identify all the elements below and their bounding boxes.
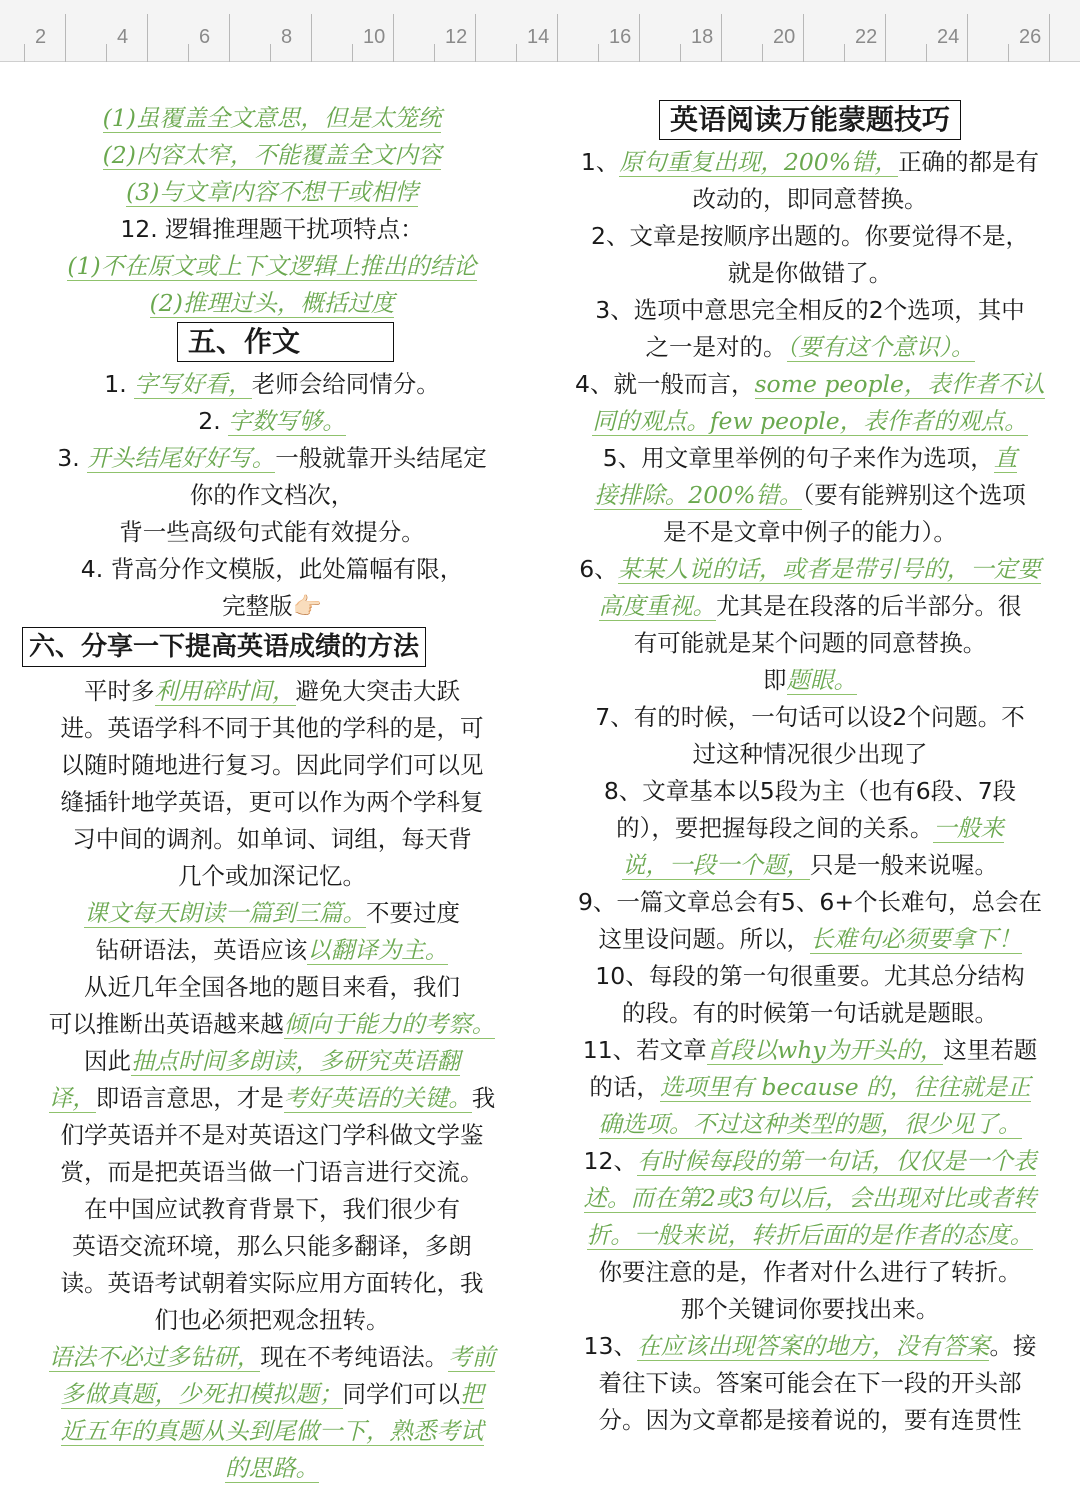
left-line (22, 440, 522, 477)
left-line (22, 784, 522, 821)
left-line (22, 821, 522, 858)
right-line (560, 144, 1060, 181)
text-span: 你要注意的是，作者对什么进行了转折。 (598, 1258, 1022, 1286)
right-line (560, 625, 1060, 662)
text-span: 长难句必须要拿下！ (810, 925, 1022, 953)
right-line (560, 1365, 1060, 1402)
text-span: （要有能辨别这个选项 (802, 481, 1026, 509)
text-span: 4、就一般而言， (575, 370, 755, 398)
text-span: 8、文章基本以5段为主（也有6段、7段 (603, 777, 1017, 805)
text-span: some people，表作者不认 (754, 370, 1045, 398)
left-line (22, 477, 522, 514)
ruler-number: 26 (1019, 26, 1042, 48)
text-span: 9、一篇文章总会有5、6+个长难句，总会在 (577, 888, 1043, 916)
text-span: 一般就靠开头结尾定 (275, 444, 487, 472)
text-span: 正确的都是有 (898, 148, 1040, 176)
right-line (560, 1328, 1060, 1365)
ruler-tick (598, 44, 599, 62)
text-span: 你的作文档次， (189, 481, 355, 509)
left-line (22, 211, 522, 248)
ruler-tick (926, 44, 927, 62)
text-span: 一般来 (933, 814, 1004, 842)
right-column (560, 100, 1060, 1439)
text-span: (1)虽覆盖全文意思，但是太笼统 (102, 104, 442, 132)
text-span: (1)不在原文或上下文逻辑上推出的结论 (67, 252, 477, 280)
right-line (560, 292, 1060, 329)
text-span: 平时多 (84, 677, 155, 705)
right-line (560, 662, 1060, 699)
ruler-tick (885, 14, 886, 62)
left-line (22, 932, 522, 969)
text-span: 是不是文章中例子的能力）。 (663, 518, 957, 546)
right-line (560, 810, 1060, 847)
right-line (560, 958, 1060, 995)
left-line (22, 969, 522, 1006)
text-span: (2)内容太窄，不能覆盖全文内容 (102, 141, 442, 169)
text-span: 五、作文 (177, 322, 394, 362)
ruler-tick (557, 14, 558, 62)
text-span: 折。一般来说，转折后面的是作者的态度。 (586, 1221, 1034, 1249)
ruler-tick (352, 44, 353, 62)
right-line (560, 1254, 1060, 1291)
right-line (560, 181, 1060, 218)
text-span: 钻研语法，英语应该 (95, 936, 308, 964)
ruler-tick (475, 14, 476, 62)
section-heading-5 (22, 322, 522, 366)
ruler-number: 18 (691, 26, 714, 48)
text-span: 字数写够。 (228, 407, 346, 435)
text-span: 可以推断出英语越来越 (48, 1010, 284, 1038)
right-line (560, 1032, 1060, 1069)
text-span: 近五年的真题从头到尾做一下，熟悉考试 (60, 1417, 484, 1445)
left-line (22, 747, 522, 784)
text-span: 题眼。 (786, 666, 857, 694)
text-span: 在应该出现答案的地方，没有答案 (636, 1332, 990, 1360)
text-span: 语法不必过多钻研， (48, 1343, 261, 1371)
text-span: 着往下读。答案可能会在下一段的开头部 (598, 1369, 1022, 1397)
text-span: 现在不考纯语法。 (260, 1343, 449, 1371)
right-line (560, 1180, 1060, 1217)
text-span: 同的观点。few people，表作者的观点。 (592, 407, 1028, 435)
text-span: 同学们可以 (342, 1380, 460, 1408)
ruler-tick (762, 44, 763, 62)
text-span: 以翻译为主。 (307, 936, 449, 964)
right-line (560, 884, 1060, 921)
text-span: 几个或加深记忆。 (178, 862, 366, 890)
text-span: 们也必须把观念扭转。 (154, 1306, 390, 1334)
left-line (22, 1117, 522, 1154)
ruler-number: 2 (35, 26, 47, 48)
text-span: 译， (48, 1084, 96, 1112)
left-line (22, 403, 522, 440)
text-span: 六、分享一下提高英语成绩的方法 (22, 627, 426, 667)
ruler-number: 24 (937, 26, 960, 48)
left-line (22, 1413, 522, 1450)
text-span: 选项里有 because 的，往往就是正 (659, 1073, 1031, 1101)
text-span: 直 (993, 444, 1018, 472)
left-line (22, 1376, 522, 1413)
text-span: 完整版👉🏻 (222, 592, 322, 620)
text-span: 过这种情况很少出现了 (692, 740, 928, 768)
ruler-tick (65, 14, 66, 62)
left-line (22, 895, 522, 932)
ruler-tick (147, 14, 148, 62)
text-span: 开头结尾好好写。 (87, 444, 276, 472)
text-span: 老师会给同情分。 (251, 370, 440, 398)
right-line (560, 736, 1060, 773)
right-line (560, 921, 1060, 958)
ruler-number: 4 (117, 26, 129, 48)
ruler-tick (106, 44, 107, 62)
right-line (560, 1402, 1060, 1439)
text-span: 从近几年全国各地的题目来看，我们 (84, 973, 460, 1001)
text-span: 2、文章是按顺序出题的。你要觉得不是， (591, 222, 1029, 250)
text-span: 因此 (84, 1047, 131, 1075)
ruler-tick (1049, 14, 1050, 62)
text-span: 的段。有的时候第一句话就是题眼。 (622, 999, 998, 1027)
left-line (22, 858, 522, 895)
text-span: 即语言意思，才是 (95, 1084, 284, 1112)
text-span: 就是你做错了。 (727, 259, 893, 287)
text-span: 不要过度 (366, 899, 460, 927)
text-span: 把 (460, 1380, 484, 1408)
left-line (22, 514, 522, 551)
text-span: 即 (763, 666, 787, 694)
right-title (560, 100, 1060, 144)
text-span: 这里若题 (943, 1036, 1038, 1064)
text-span: 高度重视。 (598, 592, 716, 620)
text-span: 的话， (589, 1073, 660, 1101)
text-span: 缝插针地学英语，更可以作为两个学科复 (60, 788, 484, 816)
left-line (22, 137, 522, 174)
ruler-tick (311, 14, 312, 62)
right-line (560, 1069, 1060, 1106)
text-span: （要有这个意识）。 (786, 333, 975, 361)
text-span: 分。因为文章都是接着说的，要有连贯性 (598, 1406, 1022, 1434)
text-span: 6、 (579, 555, 618, 583)
left-line (22, 588, 522, 625)
text-span: 7、有的时候，一句话可以设2个问题。不 (595, 703, 1025, 731)
ruler-tick (270, 44, 271, 62)
left-line (22, 1006, 522, 1043)
ruler (0, 0, 1080, 62)
ruler-number: 8 (281, 26, 293, 48)
text-span: 有时候每段的第一句话，仅仅是一个表 (636, 1147, 1037, 1175)
text-span: 进。英语学科不同于其他的学科的是，可 (60, 714, 484, 742)
ruler-tick (1008, 44, 1009, 62)
ruler-number: 10 (363, 26, 386, 48)
text-span: 习中间的调剂。如单词、词组，每天背 (72, 825, 472, 853)
left-line (22, 1043, 522, 1080)
right-line (560, 699, 1060, 736)
text-span: 接排除。200%错。 (594, 481, 803, 509)
right-line (560, 514, 1060, 551)
text-span: 12、 (583, 1147, 637, 1175)
text-span: (2)推理过头，概括过度 (149, 289, 395, 317)
text-span: 利用碎时间， (154, 677, 296, 705)
text-span: 尤其是在段落的后半部分。很 (716, 592, 1022, 620)
text-span: 英语阅读万能蒙题技巧 (659, 100, 961, 140)
right-line (560, 366, 1060, 403)
left-line (22, 1265, 522, 1302)
right-line (560, 477, 1060, 514)
left-line (22, 673, 522, 710)
right-line (560, 1217, 1060, 1254)
text-span: 我 (471, 1084, 496, 1112)
ruler-tick (844, 44, 845, 62)
left-line (22, 551, 522, 588)
right-line (560, 403, 1060, 440)
text-span: 述。而在第2或3句以后，会出现对比或者转 (583, 1184, 1037, 1212)
text-span: 只是一般来说喔。 (810, 851, 998, 879)
ruler-tick (721, 14, 722, 62)
text-span: 2. (198, 407, 229, 435)
ruler-tick (188, 44, 189, 62)
left-line (22, 1228, 522, 1265)
left-line (22, 1154, 522, 1191)
left-column (22, 100, 522, 1487)
text-span: 考前 (448, 1343, 496, 1371)
left-line (22, 285, 522, 322)
section-heading-6 (22, 627, 522, 673)
ruler-number: 14 (527, 26, 550, 48)
text-span: 那个关键词你要找出来。 (680, 1295, 940, 1323)
right-line (560, 329, 1060, 366)
text-span: 之一是对的。 (645, 333, 787, 361)
ruler-number: 16 (609, 26, 632, 48)
left-line (22, 248, 522, 285)
text-span: 这里设问题。所以， (598, 925, 810, 953)
right-line (560, 1106, 1060, 1143)
text-span: 1. (104, 370, 135, 398)
ruler-tick (393, 14, 394, 62)
text-span: 13、 (583, 1332, 637, 1360)
right-line (560, 847, 1060, 884)
text-span: 多做真题，少死扣模拟题； (60, 1380, 343, 1408)
text-span: 字写好看， (134, 370, 252, 398)
text-span: 赏，而是把英语当做一门语言进行交流。 (60, 1158, 484, 1186)
right-line (560, 440, 1060, 477)
right-line (560, 551, 1060, 588)
left-line (22, 1450, 522, 1487)
left-line (22, 1302, 522, 1339)
ruler-tick (803, 14, 804, 62)
text-span: 的），要把握每段之间的关系。 (616, 814, 934, 842)
text-span: 抽点时间多朗读，多研究英语翻 (131, 1047, 460, 1075)
text-span: 们学英语并不是对英语这门学科做文学鉴 (60, 1121, 484, 1149)
text-span: 背一些高级句式能有效提分。 (119, 518, 425, 546)
text-span: 5、用文章里举例的句子来作为选项， (602, 444, 994, 472)
left-line (22, 1339, 522, 1376)
right-line (560, 995, 1060, 1032)
ruler-number: 12 (445, 26, 468, 48)
ruler-tick (24, 44, 25, 62)
ruler-number: 20 (773, 26, 796, 48)
ruler-number: 6 (199, 26, 211, 48)
text-span: 读。英语考试朝着实际应用方面转化，我 (60, 1269, 484, 1297)
text-span: 3、选项中意思完全相反的2个选项，其中 (595, 296, 1025, 324)
text-span: 10、每段的第一句很重要。尤其总分结构 (595, 962, 1025, 990)
text-span: 有可能就是某个问题的同意替换。 (633, 629, 987, 657)
text-span: 。接 (989, 1332, 1037, 1360)
left-line (22, 174, 522, 211)
text-span: 原句重复出现，200%错， (619, 148, 899, 176)
text-span: 12. 逻辑推理题干扰项特点： (120, 215, 424, 243)
text-span: 课文每天朗读一篇到三篇。 (84, 899, 366, 927)
ruler-tick (229, 14, 230, 62)
ruler-tick (967, 14, 968, 62)
text-span: 首段以why为开头的， (706, 1036, 944, 1064)
right-line (560, 773, 1060, 810)
left-line (22, 710, 522, 747)
left-line (22, 1080, 522, 1117)
text-span: (3)与文章内容不想干或相悖 (126, 178, 418, 206)
text-span: 确选项。不过这种类型的题，很少见了。 (598, 1110, 1022, 1138)
right-line (560, 1143, 1060, 1180)
right-line (560, 255, 1060, 292)
ruler-tick (680, 44, 681, 62)
text-span: 1、 (580, 148, 620, 176)
text-span: 4. 背高分作文模版，此处篇幅有限， (80, 555, 464, 583)
text-span: 3. (57, 444, 88, 472)
text-span: 英语交流环境，那么只能多翻译，多朗 (72, 1232, 472, 1260)
text-span: 倾向于能力的考察。 (283, 1010, 496, 1038)
right-line (560, 588, 1060, 625)
ruler-number: 22 (855, 26, 878, 48)
left-line (22, 366, 522, 403)
text-span: 11、若文章 (582, 1036, 707, 1064)
text-span: 考好英语的关键。 (283, 1084, 472, 1112)
ruler-tick (434, 44, 435, 62)
right-line (560, 218, 1060, 255)
text-span: 避免大突击大跃 (295, 677, 460, 705)
text-span: 以随时随地进行复习。因此同学们可以见 (60, 751, 484, 779)
left-line (22, 100, 522, 137)
ruler-tick (639, 14, 640, 62)
text-span: 某某人说的话，或者是带引号的，一定要 (617, 555, 1041, 583)
text-span: 改动的，即同意替换。 (692, 185, 928, 213)
text-span: 的思路。 (225, 1454, 319, 1482)
left-line (22, 1191, 522, 1228)
text-span: 说，一段一个题， (622, 851, 810, 879)
right-line (560, 1291, 1060, 1328)
text-span: 在中国应试教育背景下，我们很少有 (84, 1195, 460, 1223)
ruler-tick (516, 44, 517, 62)
